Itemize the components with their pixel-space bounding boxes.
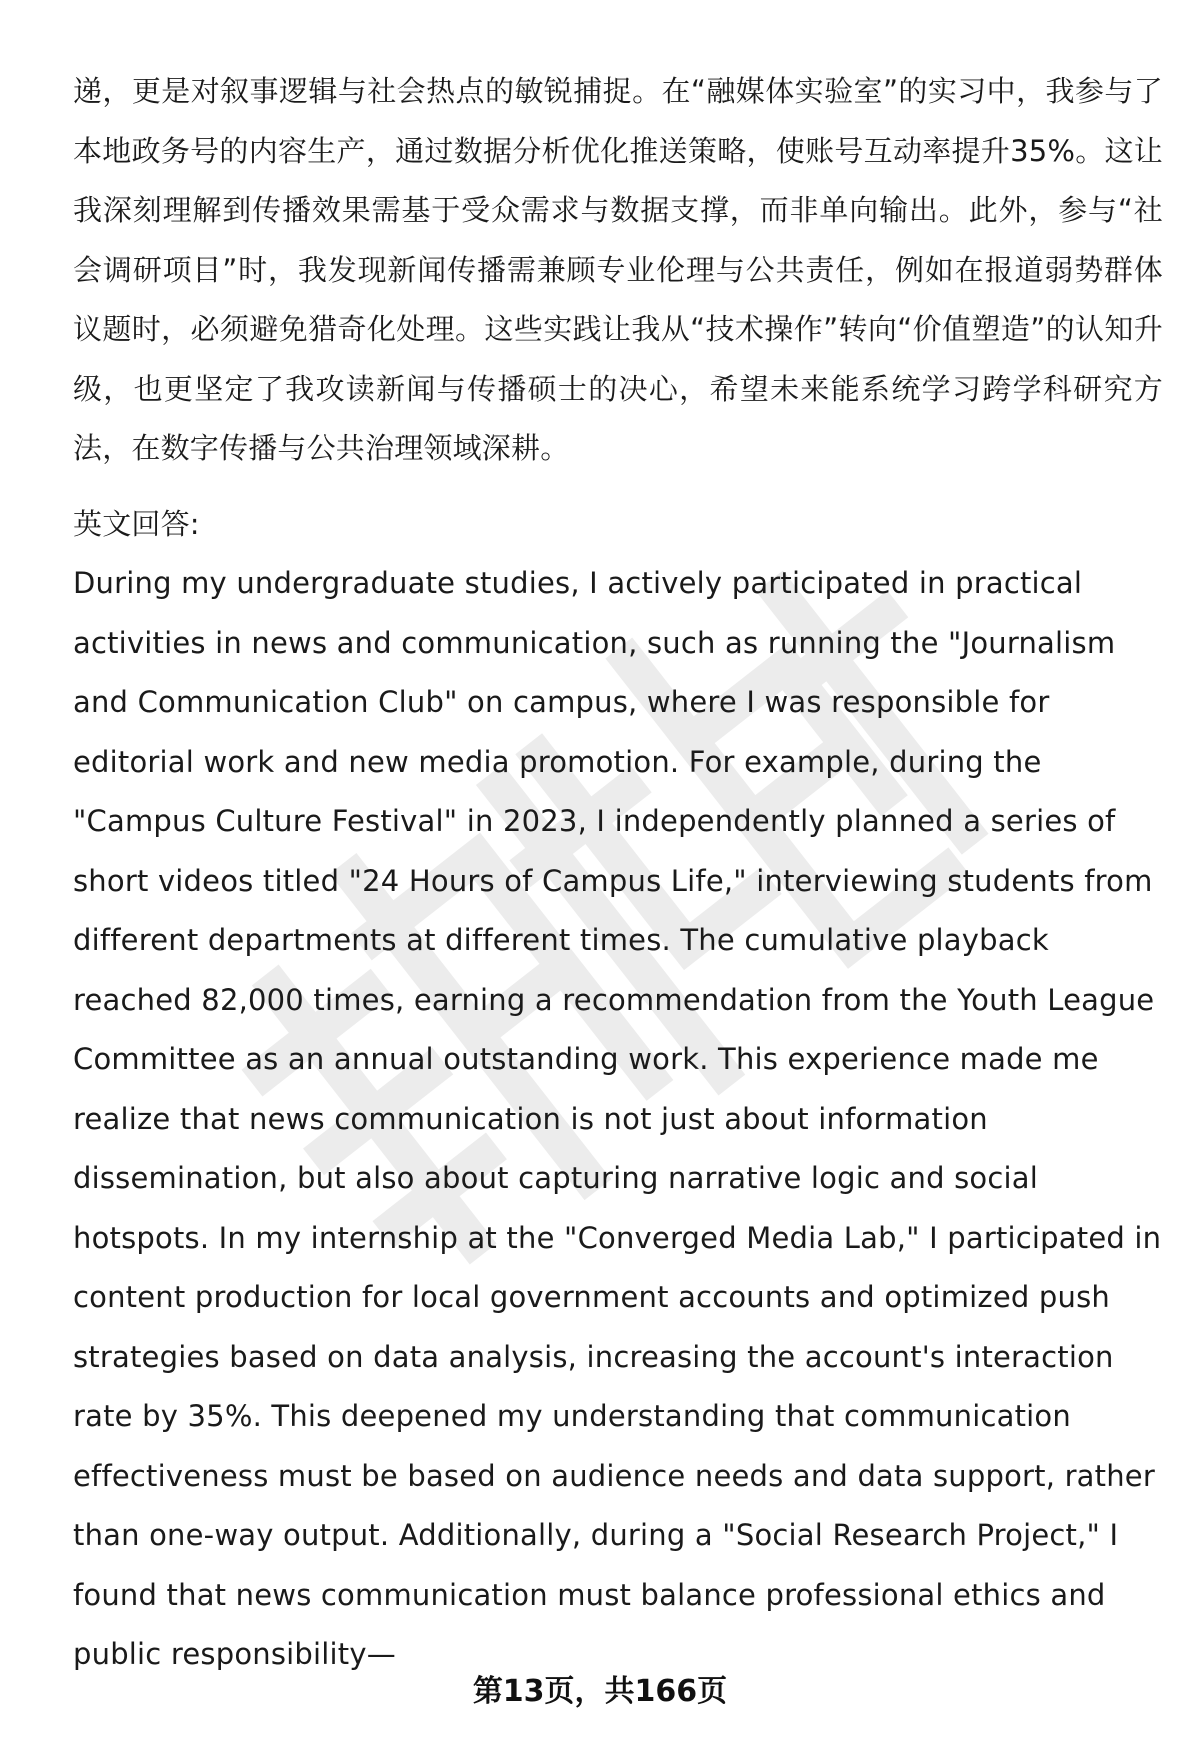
english-answer-paragraph: During my undergraduate studies, I actively participated in practical activities in news and communication, such as running the "Journalism and Communication Club" on campus, where I was responsible for editorial work and new media promotion. For example, during the "Campus Culture Festival" in 2023, I independently planned a series of short videos titled "24 Hours of Campus Life," interviewing students from different departments at different times. The cumulative playback reached 82,000 times, earning a recommendation from the Youth League Committee as an annual outstanding work. This experience made me realize that news communication is not just about information dissemination, but also about capturing narrative logic and social hotspots. In my internship at the "Converged Media Lab," I participated in content production for local government accounts and optimized push strategies based on data analysis, increasing the account's interaction rate by 35%. This deepened my understanding that communication effectiveness must be based on audience needs and data support, rather than one-way output. Additionally, during a "Social Research Project," I found that news communication must balance professional ethics and public responsibility— [73,566,1162,1671]
page-number-footer: 第13页，共166页 [472,1674,728,1709]
english-answer-heading: 英文回答: [73,506,200,541]
document-body [73,62,1163,1685]
chinese-answer-paragraph: 递，更是对叙事逻辑与社会热点的敏锐捕捉。在“融媒体实验室”的实习中，我参与了本地政务号的内容生产，通过数据分析优化推送策略，使账号互动率提升35%。这让我深刻理解到传播效果需基于受众需求与数据支撑，而非单向输出。此外，参与“社会调研项目”时，我发现新闻传播需兼顾专业伦理与公共责任，例如在报道弱势群体议题时，必须避免猎奇化处理。这些实践让我从“技术操作”转向“价值塑造”的认知升级，也更坚定了我攻读新闻与传播硕士的决心，希望未来能系统学习跨学科研究方法，在数字传播与公共治理领域深耕。 [73,74,1163,465]
